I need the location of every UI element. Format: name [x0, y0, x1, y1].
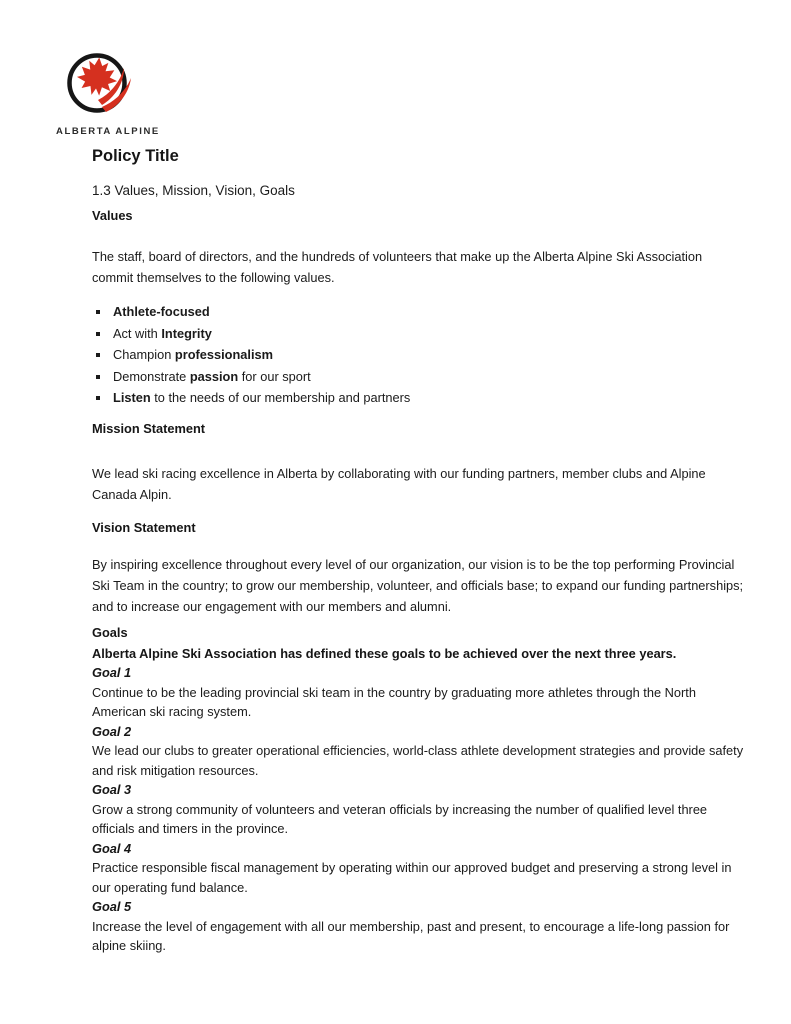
goal-label: Goal 2 [92, 723, 132, 739]
mission-body: We lead ski racing excellence in Alberta by collaborating with our funding partners, member clubs and Alpine Canada Alpin. [92, 465, 706, 502]
list-item [92, 301, 745, 323]
vision-heading: Vision Statement [92, 519, 196, 535]
logo-wordmark: ALBERTA ALPINE [56, 126, 160, 137]
goals-heading: Goals [92, 624, 128, 640]
bullet-bold-text: professionalism [174, 347, 274, 362]
goal-block [92, 897, 745, 956]
policy-subtitle: 1.3 Values, Mission, Vision, Goals [92, 183, 295, 198]
goal-block [92, 722, 745, 781]
logo [56, 50, 160, 137]
bullet-bold-text: Listen [113, 390, 151, 405]
goal-text: We lead our clubs to greater operational efficiencies, world-class athlete development strategies and provide safety and risk mitigation resources. [92, 743, 744, 778]
goal-label: Goal 4 [92, 840, 132, 856]
values-heading: Values [92, 208, 133, 223]
values-intro: The staff, board of directors, and the hundreds of volunteers that make up the Alberta Alpine Ski Association commit themselves to the following values. [92, 249, 703, 285]
alberta-alpine-logo-icon [64, 50, 160, 118]
goal-block [92, 839, 745, 898]
bullet-text: for our sport [238, 368, 311, 384]
values-list [92, 301, 745, 409]
bullet-bold-text: Athlete-focused [113, 304, 210, 319]
bullet-text: Demonstrate [113, 368, 190, 384]
list-item [92, 366, 745, 388]
goal-text: Practice responsible fiscal management by operating within our approved budget and preserving a strong level in our operating fund balance. [92, 860, 732, 895]
goal-label: Goal 3 [92, 782, 132, 797]
bullet-text: Act with [113, 325, 162, 341]
vision-section [92, 520, 745, 617]
bullet-text: Champion [113, 347, 175, 362]
page-title: Policy Title [92, 147, 179, 165]
goal-label: Goal 5 [92, 899, 132, 914]
bullet-bold-text: passion [189, 368, 239, 384]
vision-body: By inspiring excellence throughout every level of our organization, our vision is to be the top performing Provincial Ski Team in the country; to grow our membership, volunteer, and officials base; to expand our funding partnerships; and to increase our engagement with our members and alumni. [92, 556, 744, 614]
goals-intro: Alberta Alpine Ski Association has defined these goals to be achieved over the next three years. [92, 645, 677, 661]
goals-section [92, 625, 745, 956]
goal-text: Increase the level of engagement with all our membership, past and present, to encourage a life-long passion for alpine skiing. [92, 918, 730, 953]
bullet-bold-text: Integrity [161, 325, 212, 341]
document-content [92, 146, 745, 956]
goal-label: Goal 1 [92, 665, 132, 680]
mission-section [92, 421, 745, 505]
goal-block [92, 663, 745, 722]
goal-text: Continue to be the leading provincial ski team in the country by graduating more athletes through the North American ski racing system. [92, 684, 696, 719]
list-item [92, 323, 745, 345]
goal-text: Grow a strong community of volunteers and veteran officials by increasing the number of qualified level three officials and timers in the province. [92, 801, 708, 836]
list-item [92, 344, 745, 366]
values-section [92, 208, 745, 409]
mission-heading: Mission Statement [92, 420, 206, 436]
list-item [92, 387, 745, 409]
goal-block [92, 780, 745, 839]
bullet-text: to the needs of our membership and partners [150, 390, 411, 405]
